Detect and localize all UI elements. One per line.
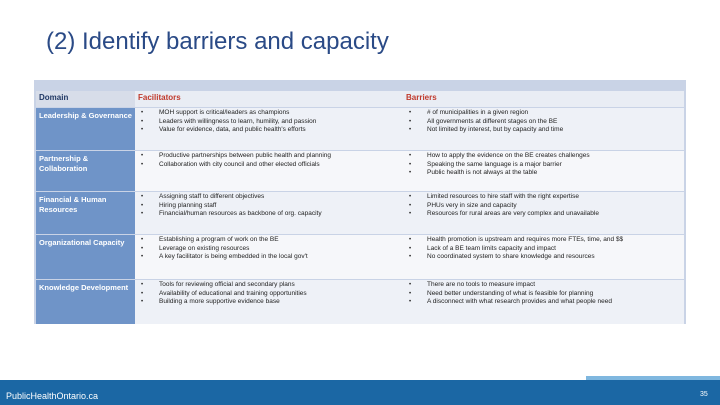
domain-cell: Partnership & Collaboration [36,151,135,191]
facilitators-item: • MOH support is critical/leaders as champions [139,109,401,118]
table-row [36,235,684,279]
facilitators-item: • Building a more supportive evidence base [139,298,401,307]
barriers-item: • Public health is not always at the table [407,169,682,178]
barriers-item: • Lack of a BE team limits capacity and impact [407,245,682,254]
facilitators-item: • A key facilitator is being embedded in the local gov't [139,253,401,262]
barriers-item: • Resources for rural areas are very complex and unavailable [407,210,682,219]
barriers-table-image [34,80,686,324]
barriers-cell [403,192,684,234]
facilitators-item: • Productive partnerships between public health and planning [139,152,401,161]
barriers-item: • Not limited by interest, but by capacity and time [407,126,682,135]
facilitators-item: • Financial/human resources as backbone of org. capacity [139,210,401,219]
barriers-item: • Limited resources to hire staff with the right expertise [407,193,682,202]
barriers-item: • Health promotion is upstream and requires more FTEs, time, and $$ [407,236,682,245]
barriers-item: • All governments at different stages on the BE [407,118,682,127]
domain-cell: Leadership & Governance [36,108,135,150]
facilitators-cell [135,192,403,234]
domain-cell: Knowledge Development [36,280,135,324]
table-header-row [36,91,684,107]
header-barriers: Barriers [403,91,684,107]
barriers-table [36,91,684,324]
footer-bar [0,380,720,405]
header-domain: Domain [36,91,135,107]
table-row [36,280,684,324]
facilitators-cell [135,235,403,279]
header-facilitators: Facilitators [135,91,403,107]
barriers-cell [403,235,684,279]
facilitators-item: • Availability of educational and training opportunities [139,290,401,299]
barriers-item: • Need better understanding of what is feasible for planning [407,290,682,299]
page-number: 35 [700,391,708,398]
facilitators-cell [135,151,403,191]
barriers-item: • PHUs very in size and capacity [407,202,682,211]
barriers-cell [403,151,684,191]
barriers-item: • A disconnect with what research provides and what people need [407,298,682,307]
facilitators-item: • Tools for reviewing official and secondary plans [139,281,401,290]
barriers-item: • No coordinated system to share knowledge and resources [407,253,682,262]
facilitators-cell [135,280,403,324]
facilitators-item: • Establishing a program of work on the BE [139,236,401,245]
footer-org-name: PublicHealthOntario.ca [6,391,99,401]
barriers-cell [403,280,684,324]
domain-cell: Financial & Human Resources [36,192,135,234]
table-row [36,108,684,150]
facilitators-item: • Leverage on existing resources [139,245,401,254]
facilitators-cell [135,108,403,150]
barriers-item: • There are no tools to measure impact [407,281,682,290]
facilitators-item: • Leaders with willingness to learn, humility, and passion [139,118,401,127]
table-row [36,192,684,234]
barriers-item: • How to apply the evidence on the BE creates challenges [407,152,682,161]
facilitators-item: • Hiring planning staff [139,202,401,211]
slide-title: (2) Identify barriers and capacity [46,28,389,55]
domain-cell: Organizational Capacity [36,235,135,279]
barriers-item: • Speaking the same language is a major barrier [407,161,682,170]
facilitators-item: • Collaboration with city council and other elected officials [139,161,401,170]
barriers-cell [403,108,684,150]
facilitators-item: • Assigning staff to different objectives [139,193,401,202]
barriers-item: • # of municipalities in a given region [407,109,682,118]
table-row [36,151,684,191]
facilitators-item: • Value for evidence, data, and public health's efforts [139,126,401,135]
